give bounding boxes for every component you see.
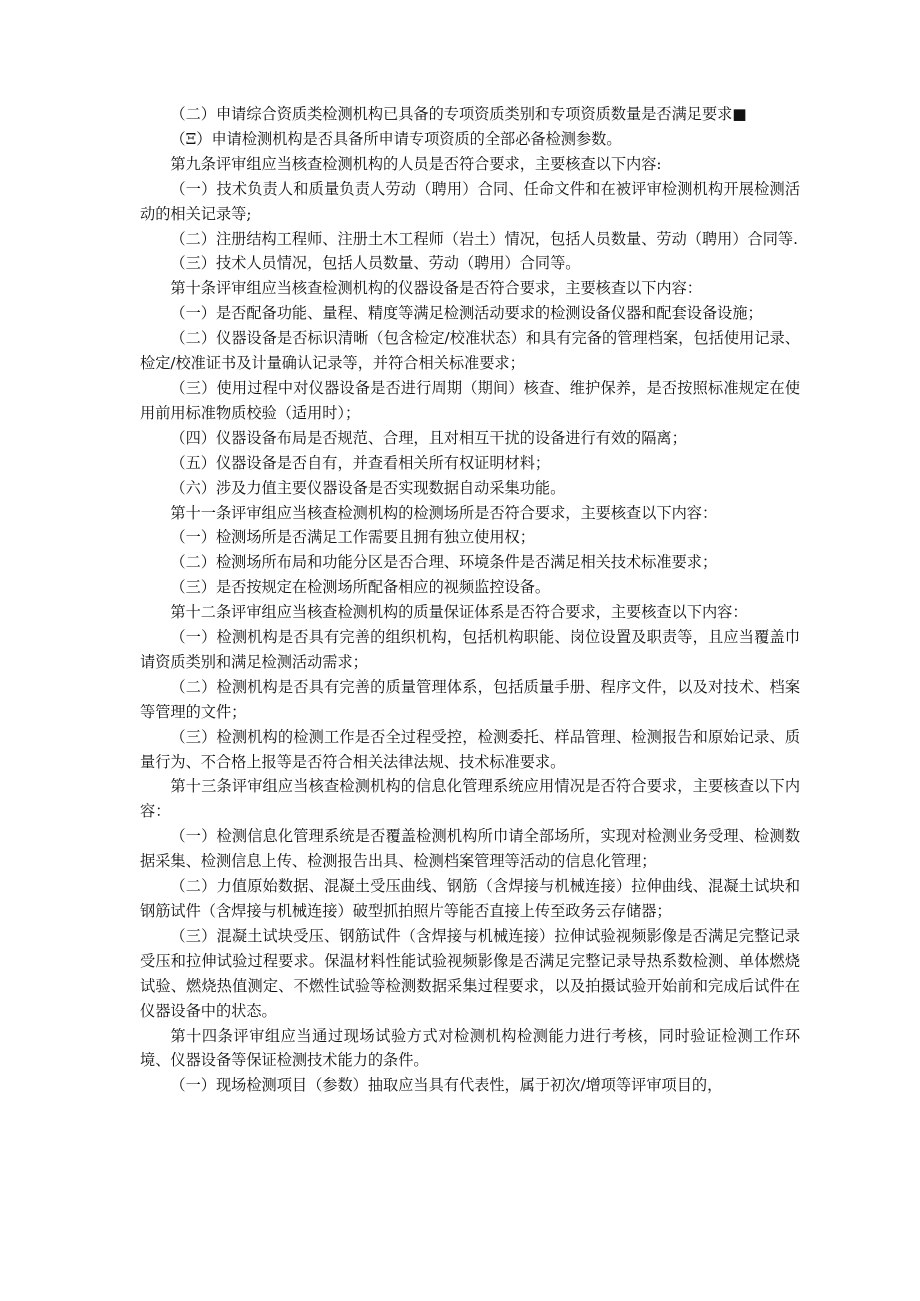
paragraph-20: （二）检测机构是否具有完善的质量管理体系，包括质量手册、程序文件，以及对技术、档案等管理的文件； xyxy=(140,677,800,721)
paragraph-13: （六）涉及力值主要仪器设备是否实现数据自动采集功能。 xyxy=(170,478,566,497)
paragraph-24: （二）力值原始数据、混凝土受压曲线、钢筋（含焊接与机械连接）拉伸曲线、混凝土试块和钢筋试件（含焊接与机械连接）破型抓拍照片等能否直接上传至政务云存储器； xyxy=(140,877,800,920)
paragraph-15: （一）检测场所是否满足工作需要且拥有独立使用权； xyxy=(170,528,535,547)
paragraph-18: 第十二条评审组应当核查检测机构的质量保证体系是否符合要求，主要核查以下内容： xyxy=(170,603,748,622)
paragraph-22: 第十三条评审组应当核查检测机构的信息化管理系统应用情况是否符合要求，主要核查以下内容： xyxy=(140,777,800,821)
paragraph-7: 第十条评审组应当核查检测机构的仪器设备是否符合要求，主要核查以下内容： xyxy=(170,279,702,298)
paragraph-19: （一）检测机构是否具有完善的组织机构，包括机构职能、岗位设置及职责等，且应当覆盖巾请资质类别和满足检测活动需求； xyxy=(140,628,800,671)
paragraph-2: （Ξ）申请检测机构是否具备所申请专项资质的全部必备检测参数。 xyxy=(170,129,622,148)
paragraph-12: （五）仪器设备是否自有，并查看相关所有权证明材料； xyxy=(170,453,551,472)
paragraph-8: （一）是否配备功能、量程、精度等满足检测活动要求的检测设备仪器和配套设备设施； xyxy=(170,304,763,323)
paragraph-23: （一）检测信息化管理系统是否覆盖检测机构所巾请全部场所，实现对检测业务受理、检测数据采集、检测信息上传、检测报告出具、检测档案管理等活动的信息化管理； xyxy=(140,827,800,871)
paragraph-25: （三）混凝土试块受压、钢筋试件（含焊接与机械连接）拉伸试验视频影像是否满足完整记录受压和拉伸试验过程要求。保温材料性能试验视频影像是否满足完整记录导热系数检测、单体燃烧试验、燃烧热值测定、不燃性试验等检测数据采集过程要求，以及拍摄试验开始前和完成后试件在仪器设备中的状态。 xyxy=(140,926,800,1020)
paragraph-1: （二）申请综合资质类检测机构已具备的专项资质类别和专项资质数量是否满足要求■ xyxy=(170,105,747,123)
paragraph-11: （四）仪器设备布局是否规范、合理，且对相互干扰的设备进行有效的隔离； xyxy=(170,428,687,447)
document-body xyxy=(140,102,800,1098)
paragraph-14: 第十一条评审组应当核查检测机构的检测场所是否符合要求，主要核查以下内容： xyxy=(170,503,718,522)
paragraph-3: 第九条评审组应当核查检测机构的人员是否符合要求，主要核查以下内容: xyxy=(170,154,662,173)
paragraph-4: （一）技术负责人和质量负责人劳动（聘用）合同、任命文件和在被评审检测机构开展检测活动的相关记录等; xyxy=(140,179,800,223)
paragraph-27: （一）现场检测项目（参数）抽取应当具有代表性，属于初次/增项等评审项目的， xyxy=(170,1076,723,1095)
paragraph-10: （三）使用过程中对仪器设备是否进行周期（期间）核查、维护保养，是否按照标准规定在使用前用标准物质校验（适用时）； xyxy=(140,378,800,422)
paragraph-6: （三）技术人员情况，包括人员数量、劳动（聘用）合同等。 xyxy=(170,254,581,273)
paragraph-5: （二）注册结构工程师、注册土木工程师（岩土）情况，包括人员数量、劳动（聘用）合同等. xyxy=(170,229,798,248)
paragraph-26: 第十四条评审组应当通过现场试验方式对检测机构检测能力进行考核，同时验证检测工作环境、仪器设备等保证检测技术能力的条件。 xyxy=(140,1026,800,1070)
paragraph-16: （二）检测场所布局和功能分区是否合理、环境条件是否满足相关技术标准要求； xyxy=(170,553,718,572)
paragraph-17: （三）是否按规定在检测场所配备相应的视频监控设备。 xyxy=(170,578,551,597)
paragraph-21: （三）检测机构的检测工作是否全过程受控，检测委托、样品管理、检测报告和原始记录、质量行为、不合格上报等是否符合相关法律法规、技术标准要求。 xyxy=(140,727,800,771)
paragraph-9: （二）仪器设备是否标识清晰（包含检定/校准状态）和具有完备的管理档案，包括使用记录、检定/校准证书及计量确认记录等，并符合相关标准要求； xyxy=(140,329,800,373)
